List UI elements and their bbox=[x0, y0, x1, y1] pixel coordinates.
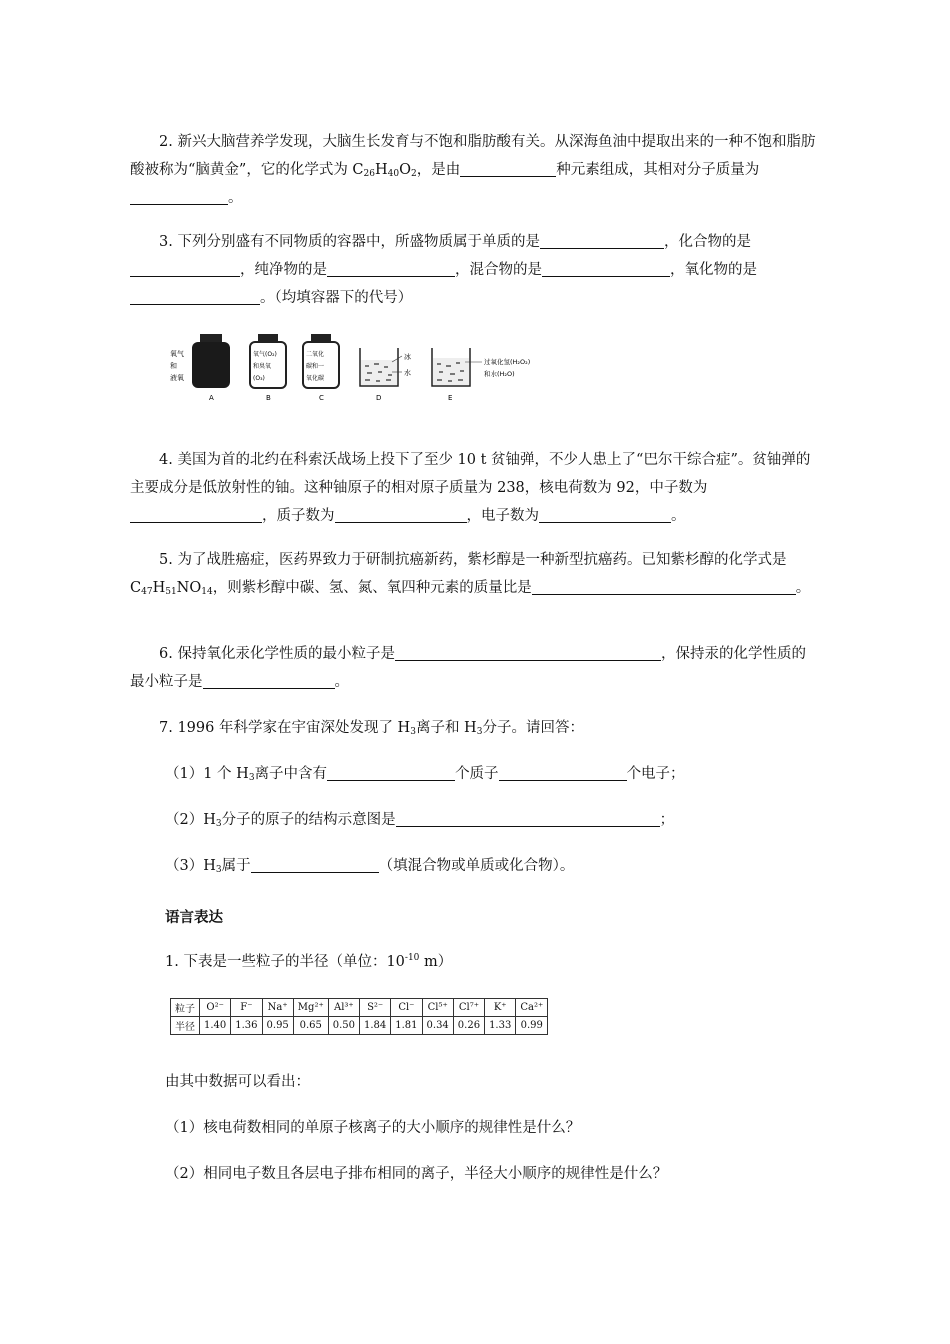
label-b-line3: (O₃) bbox=[253, 375, 265, 382]
table-cell: Al³⁺ bbox=[328, 999, 359, 1017]
table-cell: F⁻ bbox=[231, 999, 262, 1017]
label-c-line3: 氧化碳 bbox=[306, 375, 325, 382]
answer-blank[interactable] bbox=[396, 808, 660, 827]
table-cell: 1.36 bbox=[231, 1017, 262, 1035]
answer-blank[interactable] bbox=[540, 230, 664, 249]
table-row bbox=[171, 1017, 548, 1035]
table-cell: Cl⁵⁺ bbox=[422, 999, 453, 1017]
question-7-part-2: $(2)H_3$分子的原子的结构示意图是 ； bbox=[165, 806, 674, 834]
table-cell: 0.26 bbox=[453, 1017, 484, 1035]
answer-blank[interactable] bbox=[542, 258, 670, 277]
question-4: 4. 美国为首的北约在科索沃战场上投下了至少 10 t 贫铀弹，不少人患上了“巴尔干综合症”。贫铀弹的主要成分是低放射性的铀。这种铀原子的相对原子质量为 238，核电荷数为 92，中子数为，质子数为 ，电子数为 。 bbox=[130, 452, 811, 524]
answer-blank[interactable] bbox=[327, 762, 455, 781]
answer-blank[interactable] bbox=[327, 258, 455, 277]
conclusion-intro: 由其中数据可以看出： bbox=[165, 1074, 310, 1090]
table-cell: O²⁻ bbox=[200, 999, 231, 1017]
answer-blank[interactable] bbox=[499, 762, 627, 781]
table-cell: Cl⁷⁺ bbox=[453, 999, 484, 1017]
section-heading: 语言表达 bbox=[165, 910, 223, 926]
answer-blank[interactable] bbox=[768, 576, 796, 595]
label-a-line3: 液氧 bbox=[170, 374, 184, 382]
bottle-c bbox=[303, 334, 339, 402]
beaker-e bbox=[432, 348, 530, 402]
letter-e: E bbox=[448, 394, 453, 402]
question-5: 5. 为了战胜癌症，医药界致力于研制抗癌新药，紫杉醇是一种新型抗癌药。已知紫杉醇的化学式是 $C_{47}H_{51}NO_{14}$，则紫杉醇中碳、氢、氮、氧四种元素的质量比是 。 bbox=[130, 552, 811, 597]
answer-blank[interactable] bbox=[130, 258, 240, 277]
table-cell: 1.33 bbox=[485, 1017, 516, 1035]
answer-blank[interactable] bbox=[130, 504, 262, 523]
question-7-part-3: $(3)H_3$属于 （填混合物或单质或化合物）。 bbox=[165, 852, 574, 880]
answer-blank[interactable] bbox=[335, 504, 467, 523]
q2-text: 2. 新兴大脑营养学发现，大脑生长发育与不饱和脂肪酸有关。从深海鱼油中提取出来的一种不饱和脂肪酸被称为“脑黄金”，它的化学式为 C bbox=[130, 134, 816, 178]
answer-blank[interactable] bbox=[130, 186, 228, 205]
table-row bbox=[171, 999, 548, 1017]
bottle-b bbox=[250, 334, 286, 402]
answer-blank[interactable] bbox=[395, 642, 661, 661]
label-c-line2: 碳和一 bbox=[306, 363, 325, 370]
question-7: 7. 1996 年科学家在宇宙深处发现了 $H_3$离子和 $H_3$分子。请回答： bbox=[159, 720, 584, 737]
answer-blank[interactable] bbox=[130, 286, 260, 305]
label-b-line2: 和臭氧 bbox=[253, 363, 272, 370]
table-cell: 1.81 bbox=[391, 1017, 422, 1035]
question-6: 6. 保持氧化汞化学性质的最小粒子是 ，保持汞的化学性质的最小粒子是 。 bbox=[130, 640, 820, 696]
answer-blank[interactable] bbox=[539, 504, 671, 523]
table-cell: 0.34 bbox=[422, 1017, 453, 1035]
question-2: 2. 新兴大脑营养学发现，大脑生长发育与不饱和脂肪酸有关。从深海鱼油中提取出来的一种不饱和脂肪酸被称为“脑黄金”，它的化学式为 $C_{26}H_{40}O_2$，是由 种元素组成，其相对分子质量为。 bbox=[130, 134, 816, 206]
letter-d: D bbox=[376, 394, 382, 402]
table-cell: S²⁻ bbox=[360, 999, 391, 1017]
letter-b: B bbox=[266, 394, 271, 402]
lang-question-1: 1. 下表是一些粒子的半径（单位：$10^{-10}$ m） bbox=[165, 953, 453, 970]
letter-a: A bbox=[209, 394, 214, 402]
bottle-a bbox=[170, 334, 230, 402]
containers-figure bbox=[160, 328, 560, 406]
label-e-line2: 和水(H₂O) bbox=[484, 370, 515, 378]
letter-c: C bbox=[319, 394, 324, 402]
label-b-line1: 氧气(O₂) bbox=[253, 351, 277, 358]
beaker-d bbox=[360, 348, 411, 402]
answer-blank[interactable] bbox=[532, 576, 768, 595]
label-a-line2: 和 bbox=[170, 362, 177, 370]
row-label: 半径 bbox=[171, 1017, 200, 1035]
answer-blank[interactable] bbox=[203, 670, 335, 689]
row-label: 粒子 bbox=[171, 999, 200, 1017]
table-cell: 1.40 bbox=[200, 1017, 231, 1035]
answer-blank[interactable] bbox=[460, 158, 556, 177]
radii-table bbox=[170, 998, 548, 1035]
table-cell: Mg²⁺ bbox=[293, 999, 328, 1017]
answer-blank[interactable] bbox=[251, 854, 379, 873]
conclusion-question-1: （1）核电荷数相同的单原子核离子的大小顺序的规律性是什么？ bbox=[165, 1120, 581, 1136]
label-a-line1: 氧气 bbox=[170, 350, 184, 358]
table-cell: K⁺ bbox=[485, 999, 516, 1017]
table-cell: 1.84 bbox=[360, 1017, 391, 1035]
table-cell: 0.95 bbox=[262, 1017, 293, 1035]
label-d-water: 水 bbox=[404, 369, 411, 377]
table-cell: Cl⁻ bbox=[391, 999, 422, 1017]
label-e-line1: 过氧化氢(H₂O₂) bbox=[484, 358, 531, 366]
conclusion-question-2: （2）相同电子数且各层电子排布相同的离子，半径大小顺序的规律性是什么？ bbox=[165, 1166, 668, 1182]
label-c-line1: 二氧化 bbox=[306, 351, 325, 358]
table-cell: Na⁺ bbox=[262, 999, 293, 1017]
table-cell: 0.99 bbox=[516, 1017, 548, 1035]
question-7-part-1: （1）1 个 $H_3$离子中含有 个质子 个电子； bbox=[165, 760, 685, 788]
table-cell: Ca²⁺ bbox=[516, 999, 548, 1017]
question-3: 3. 下列分别盛有不同物质的容器中，所盛物质属于单质的是 ，化合物的是，纯净物的是 ，混合物的是 ，氧化物的是。（均填容器下的代号） bbox=[130, 228, 820, 312]
table-cell: 0.65 bbox=[293, 1017, 328, 1035]
table-cell: 0.50 bbox=[328, 1017, 359, 1035]
label-d-ice: 冰 bbox=[404, 353, 411, 361]
